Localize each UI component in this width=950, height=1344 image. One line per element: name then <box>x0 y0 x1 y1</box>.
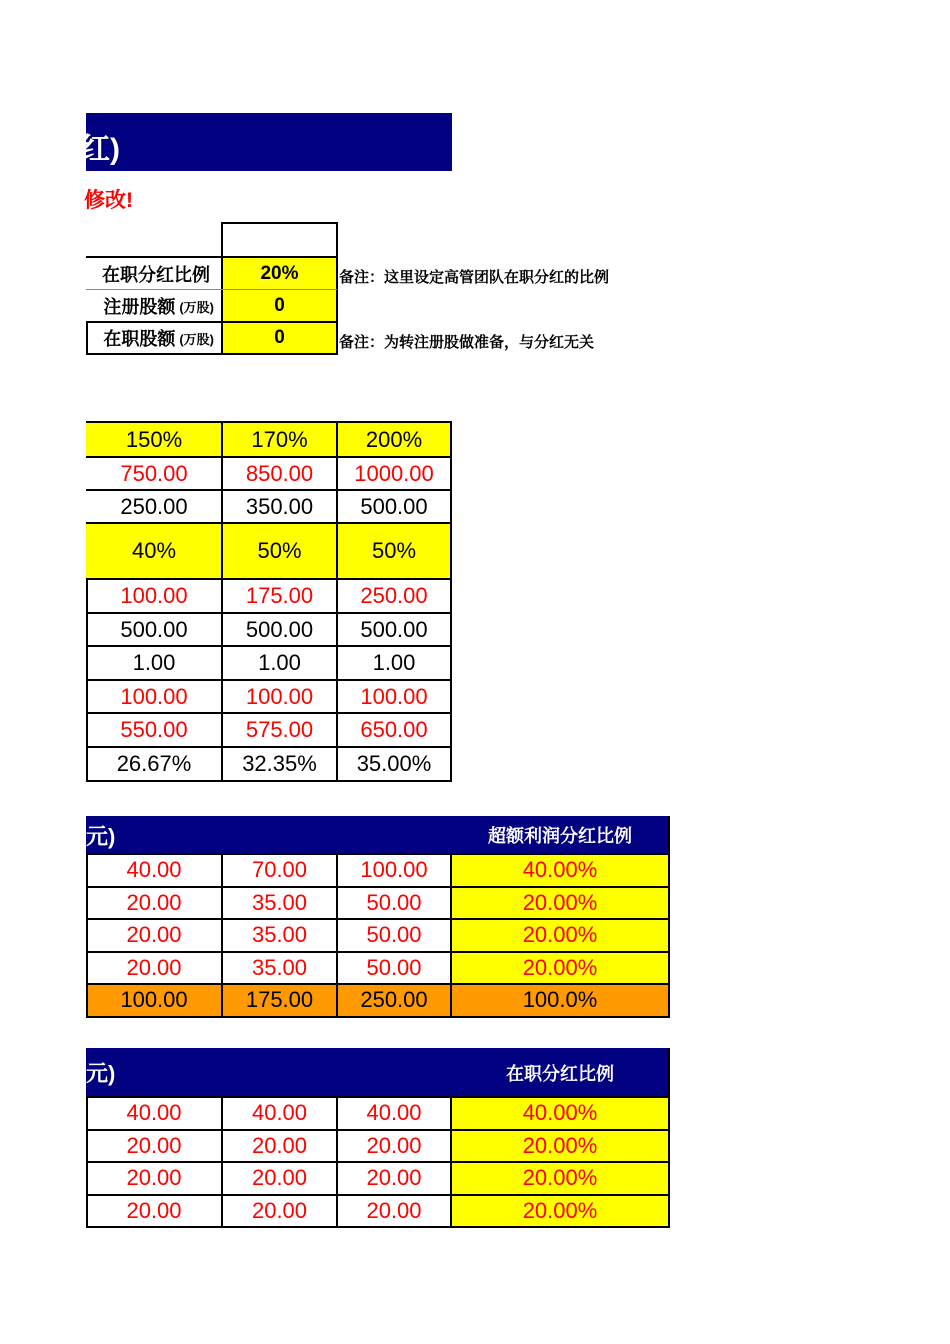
table-cell: 35.00 <box>251 954 308 980</box>
grid-line <box>450 1097 452 1227</box>
grid-line <box>86 256 338 258</box>
grid-line <box>221 222 223 354</box>
grid-line <box>86 1161 670 1163</box>
table-cell: 20.00 <box>126 922 182 948</box>
grid-line <box>336 1097 338 1227</box>
grid-line <box>86 353 338 355</box>
main-table-cell: 35.00% <box>356 751 432 776</box>
table-cell: 20.00 <box>126 1132 182 1158</box>
settings-label <box>86 290 222 322</box>
table-cell: 40.00 <box>366 1100 422 1126</box>
table-cell: 40.00 <box>126 857 182 883</box>
settings-label <box>86 322 222 354</box>
main-table-cell: 32.35% <box>242 751 317 776</box>
table-cell: 40.00 <box>126 1100 182 1126</box>
table-cell: 20.00 <box>366 1165 422 1191</box>
grid-line <box>86 712 452 714</box>
table-cell: 20.00 <box>366 1132 422 1158</box>
main-table-cell: 500.00 <box>360 493 428 519</box>
main-table-cell: 1.00 <box>372 650 416 675</box>
main-table-cell: 550.00 <box>120 717 188 742</box>
grid-line <box>336 222 338 354</box>
grid-line <box>86 886 670 888</box>
main-table-cell: 50% <box>222 523 337 579</box>
table-cell: 20.00 <box>251 1197 308 1223</box>
table-cell: 35.00 <box>251 922 308 948</box>
grid-line <box>86 645 452 647</box>
table-cell: 100.00 <box>360 857 428 883</box>
total-cell: 175.00 <box>222 984 337 1017</box>
total-ratio-cell: 100.0% <box>451 984 669 1017</box>
table-cell: 20.00 <box>126 889 182 915</box>
grid-line <box>86 489 452 491</box>
settings-value-input[interactable]: 20% <box>222 257 337 290</box>
main-table-cell: 40% <box>86 523 222 579</box>
settings-value-input[interactable]: 0 <box>222 290 337 322</box>
title-bar <box>80 113 452 171</box>
main-table-cell: 500.00 <box>360 616 428 642</box>
ratio-cell: 20.00% <box>451 919 669 952</box>
grid-line <box>86 746 452 748</box>
main-table-cell: 100.00 <box>245 683 314 709</box>
main-table-cell: 850.00 <box>245 460 314 486</box>
table-header-right: 在职分红比例 <box>451 1048 669 1097</box>
main-table-cell: 250.00 <box>360 583 428 608</box>
grid-line <box>336 854 338 1017</box>
table-cell: 35.00 <box>251 889 308 915</box>
main-table-cell: 150% <box>86 422 222 457</box>
grid-line <box>86 1226 670 1228</box>
grid-line <box>221 854 223 1017</box>
ratio-cell: 20.00% <box>451 1130 669 1163</box>
ratio-cell: 20.00% <box>451 952 669 985</box>
ratio-cell: 40.00% <box>451 1097 669 1130</box>
grid-line <box>86 951 670 953</box>
main-table-cell: 500.00 <box>120 616 188 642</box>
grid-line <box>86 578 452 580</box>
table-cell: 20.00 <box>251 1165 308 1191</box>
grid-line <box>668 816 670 1017</box>
settings-label-text: 在职分红比例 <box>102 264 210 285</box>
settings-label <box>86 257 222 290</box>
settings-label-unit: (万股) <box>179 299 214 315</box>
ratio-cell: 20.00% <box>451 1195 669 1228</box>
settings-note: 备注：这里设定高管团队在职分红的比例 <box>339 269 610 286</box>
grid-line <box>221 1097 223 1227</box>
table-cell: 50.00 <box>366 889 422 915</box>
settings-label-unit: (万股) <box>179 331 214 347</box>
table-cell: 50.00 <box>366 922 422 948</box>
grid-line <box>86 854 88 1017</box>
grid-line <box>450 854 452 1017</box>
table-cell: 20.00 <box>126 1165 182 1191</box>
grid-line <box>86 1129 670 1131</box>
table-cell: 20.00 <box>126 954 182 980</box>
table-cell: 20.00 <box>126 1197 182 1223</box>
grid-line <box>86 1016 670 1018</box>
grid-line <box>86 289 337 290</box>
settings-value-input[interactable]: 0 <box>222 322 337 354</box>
main-table-cell: 350.00 <box>245 493 314 519</box>
total-cell: 100.00 <box>86 984 222 1017</box>
grid-line <box>86 321 338 323</box>
grid-line <box>86 421 452 423</box>
main-table-cell: 200% <box>337 422 451 457</box>
main-table-cell: 1000.00 <box>354 460 434 486</box>
ratio-cell: 20.00% <box>451 1162 669 1195</box>
main-table-cell: 175.00 <box>245 583 314 608</box>
table-cell: 20.00 <box>251 1132 308 1158</box>
grid-line <box>221 421 223 782</box>
table-cell: 50.00 <box>366 954 422 980</box>
table-cell: 40.00 <box>251 1100 308 1126</box>
main-table-cell: 26.67% <box>116 751 192 776</box>
settings-label-text: 注册股额 <box>103 297 176 317</box>
page-title: 红) <box>80 133 120 166</box>
grid-line <box>450 421 452 782</box>
grid-line <box>86 1096 670 1098</box>
total-cell: 250.00 <box>337 984 451 1017</box>
main-table-cell: 250.00 <box>120 493 188 519</box>
grid-line <box>86 456 452 458</box>
grid-line <box>86 579 88 781</box>
main-table-cell: 100.00 <box>120 583 188 608</box>
main-table-cell: 575.00 <box>245 717 314 742</box>
grid-line <box>86 983 670 985</box>
grid-line <box>86 322 88 354</box>
main-table-cell: 100.00 <box>120 683 188 709</box>
settings-label-text: 在职股额 <box>103 329 176 349</box>
grid-line <box>221 222 338 224</box>
settings-note: 备注：为转注册股做准备，与分红无关 <box>339 334 595 351</box>
grid-line <box>86 679 452 681</box>
grid-line <box>86 918 670 920</box>
table-header-left: 元) <box>86 816 451 854</box>
ratio-cell: 20.00% <box>451 887 669 920</box>
grid-line <box>86 1194 670 1196</box>
grid-line <box>86 853 670 855</box>
main-table-cell: 1.00 <box>258 650 301 675</box>
main-table-cell: 100.00 <box>360 683 428 709</box>
table-header-left: 元) <box>86 1048 451 1097</box>
grid-line <box>86 1097 88 1227</box>
table-header-right: 超额利润分红比例 <box>451 816 669 854</box>
table-cell: 70.00 <box>251 857 308 883</box>
main-table-cell: 170% <box>222 422 337 457</box>
main-table-cell: 50% <box>337 523 451 579</box>
grid-line <box>86 612 452 614</box>
table-cell: 20.00 <box>366 1197 422 1223</box>
grid-line <box>668 1048 670 1227</box>
grid-line <box>86 780 452 782</box>
main-table-cell: 500.00 <box>245 616 314 642</box>
grid-line <box>336 421 338 782</box>
ratio-cell: 40.00% <box>451 854 669 887</box>
grid-line <box>86 522 452 524</box>
page-subtitle: 修改! <box>84 189 133 212</box>
main-table-cell: 750.00 <box>120 460 188 486</box>
settings-blank-cell <box>222 222 337 257</box>
main-table-cell: 650.00 <box>360 717 428 742</box>
main-table-cell: 1.00 <box>132 650 176 675</box>
